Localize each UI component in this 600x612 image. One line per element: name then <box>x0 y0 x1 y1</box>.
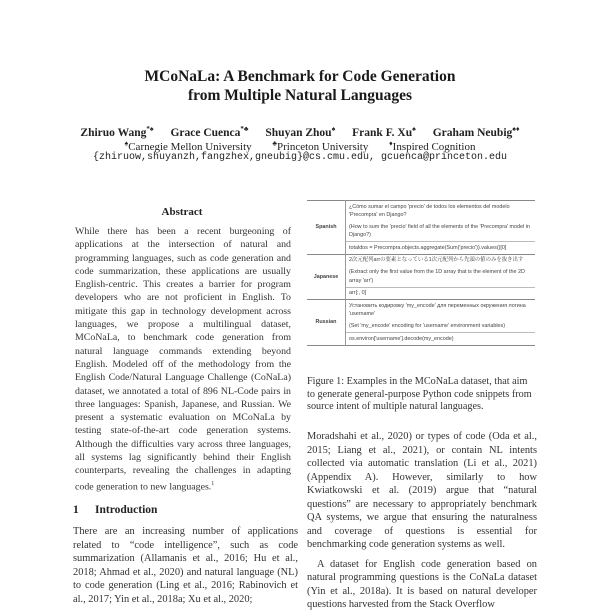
author: Zhiruo Wang*♠ <box>80 125 154 139</box>
code-snippet: arr[:, 0] <box>346 287 536 300</box>
translation-text: (Extract only the first value from the 1D array that is the element of the 2D array 'arr') <box>349 269 525 284</box>
paragraph: Moradshahi et al., 2020) or types of code (Oda et al., 2015; Liang et al., 2021), or contain NL intents collected via automatic translation (Li et al., 2021) (Appendix A). However, similarly to how Kwiatkowski et al. (2019) argue that “natural questions” are necessary to appropriately benchmark QA systems, we argue that ensuring the naturalness and coverage of questions is essential for benchmarking code generation systems as well. <box>307 431 537 550</box>
intent-text: 2次元配列arrの要素となっている1次元配列から先頭の値のみを抜き出す <box>346 254 536 266</box>
section-title: Introduction <box>95 504 158 516</box>
affiliation: ♦Inspired Cognition <box>389 139 476 153</box>
translation-text: (Set 'my_encode' encoding for 'username' environment variables) <box>349 323 506 330</box>
affiliation: ♠Carnegie Mellon University <box>124 139 252 153</box>
code-snippet: os.environ['username'].decode(my_encode) <box>346 333 536 346</box>
examples-table <box>307 200 535 346</box>
paper-title <box>0 67 600 105</box>
title-line-1: MCoNaLa: A Benchmark for Code Generation <box>144 68 456 85</box>
author-marks: ♠ <box>412 125 416 133</box>
table-row <box>307 300 535 321</box>
figure-caption: Figure 1: Examples in the MCoNaLa dataset, that aim to generate general-purpose Python code snippets from source intent of multiple natural languages. <box>307 376 532 412</box>
introduction-section <box>73 503 298 606</box>
footnote-marker: 1 <box>211 480 215 487</box>
code-snippet: totaldos = Precompra.objects.aggregate(Sum('precio')).values()[0] <box>346 242 536 255</box>
table-row <box>307 254 535 266</box>
language-label: Japanese <box>307 254 346 299</box>
author: Shuyan Zhou♠ <box>265 125 336 139</box>
section-number: 1 <box>73 504 79 516</box>
abstract-section <box>73 205 291 493</box>
author-emails: {zhiruow,shuyanzh,fangzhex,gneubig}@cs.cmu.edu, gcuenca@princeton.edu <box>92 152 508 163</box>
paragraph: A dataset for English code generation based on natural programming questions is the CoNaLa dataset (Yin et al., 2018a). It is based on natural developer questions harvested from the Stack Overflow <box>307 558 537 610</box>
figure-1 <box>307 200 535 346</box>
intent-text: ¿Cómo sumar el campo 'precio' de todos los elementos del modelo 'Precompra' en Django? <box>349 203 510 219</box>
abstract-body: While there has been a recent burgeoning of applications at the intersection of natural and programming languages, such as code generation and code summarization, these applications are usually English-centric. This creates a barrier for program developers who are not proficient in English. To mitigate this gap in technology development across languages, we propose a multilingual dataset, MCoNaLa, to benchmark code generation from natural language commands extending beyond English. Modeled off of the methodology from the English Code/Natural Language Challenge (CoNaLa) dataset, we annotated a total of 896 NL-Code pairs in three languages: Spanish, Japanese, and Russian. We present a systematic evaluation on MCoNaLa by testing state-of-the-art code generation systems. Although the difficulties vary across three languages, all systems lag significantly behind their English counterparts, revealing the challenges in adapting code generation to new languages.$^1$ <box>75 226 291 492</box>
title-line-2: from Multiple Natural Languages <box>187 87 413 104</box>
language-label: Spanish <box>307 201 346 255</box>
abstract-heading: Abstract <box>161 206 203 218</box>
author-marks: *♠ <box>146 125 154 133</box>
intent-text: Установить кодировку 'my_encode' для переменных окружения логина 'username' <box>346 300 536 321</box>
table-row <box>307 201 535 222</box>
language-label: Russian <box>307 300 346 345</box>
author-marks: *♣ <box>240 125 249 133</box>
author: Frank F. Xu♠ <box>352 125 416 139</box>
author-marks: ♠ <box>331 125 336 133</box>
introduction-body: There are an increasing number of applications related to “code intelligence”, such as code summarization (Allamanis et al., 2016; Hu et al., 2018; Ahmad et al., 2020) and natural language (NL) to code generation (Ling et al., 2016; Rabinovich et al., 2017; Yin et al., 2018a; Xu et al., 2020; <box>73 526 298 605</box>
translation-text: (How to sum the 'precio' field of all the elements of the 'Precompra' model in Django?) <box>349 223 530 239</box>
section-heading <box>73 503 298 517</box>
author-marks: ♠♦ <box>512 125 520 133</box>
affiliation: ♣Princeton University <box>272 139 369 153</box>
author: Graham Neubig♠♦ <box>432 125 520 139</box>
right-column-text <box>307 430 537 612</box>
author: Grace Cuenca*♣ <box>170 125 249 139</box>
